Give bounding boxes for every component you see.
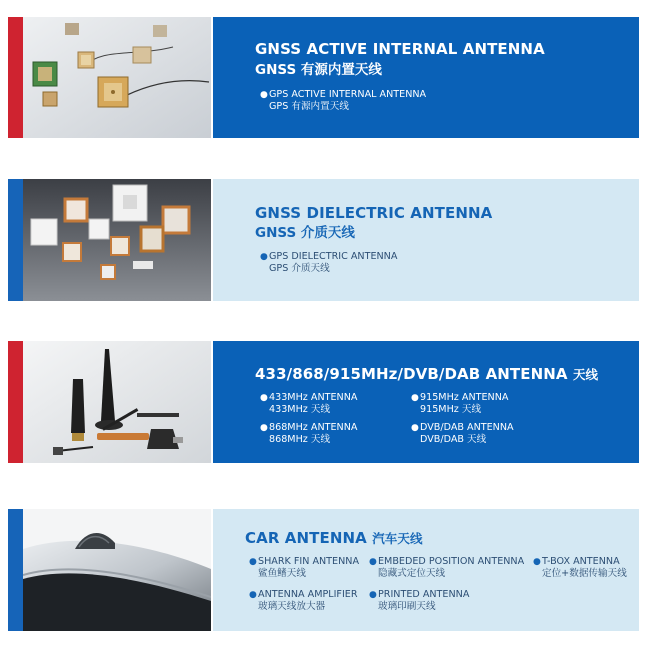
section-rf-antenna: [8, 341, 639, 463]
product-item-en: 868MHz ANTENNA: [269, 422, 358, 433]
section-gnss-active: [8, 17, 639, 138]
product-photo-gnss-dielectric: [23, 179, 211, 301]
product-item: [369, 589, 470, 613]
product-photo-rf-antenna: [23, 341, 211, 463]
section-title-en: GNSS DIELECTRIC ANTENNA: [255, 204, 493, 222]
section-gnss-dielectric: [8, 179, 639, 301]
product-item: [249, 589, 358, 613]
section-panel: [213, 179, 639, 301]
product-item: [260, 251, 398, 275]
section-title-cn: GNSS 介质天线: [255, 225, 355, 241]
product-item: [260, 392, 358, 416]
section-title-cn: GNSS 有源内置天线: [255, 62, 382, 78]
product-photo-car-antenna: [23, 509, 211, 631]
bullet-icon: ●: [249, 557, 257, 567]
product-item-en: DVB/DAB ANTENNA: [420, 422, 514, 433]
bullet-icon: ●: [369, 557, 377, 567]
section-title-en: 433/868/915MHz/DVB/DAB ANTENNA: [255, 365, 568, 383]
product-item: [260, 89, 427, 113]
product-item-en: T-BOX ANTENNA: [542, 556, 620, 567]
product-item-en: GPS ACTIVE INTERNAL ANTENNA: [269, 89, 427, 100]
section-accent-bar: [8, 341, 23, 463]
section-accent-bar: [8, 509, 23, 631]
product-item: [249, 556, 360, 580]
product-item-cn: 868MHz 天线: [269, 434, 331, 445]
product-item-en: ANTENNA AMPLIFIER: [258, 589, 358, 600]
product-item-cn: 隐藏式定位天线: [378, 568, 446, 579]
product-item-en: SHARK FIN ANTENNA: [258, 556, 360, 567]
bullet-icon: ●: [249, 590, 257, 600]
product-item-cn: DVB/DAB 天线: [420, 434, 487, 445]
product-item-en: PRINTED ANTENNA: [378, 589, 470, 600]
product-item-en: EMBEDED POSITION ANTENNA: [378, 556, 525, 567]
section-title: [255, 365, 598, 383]
section-title-suffix: 汽车天线: [372, 531, 423, 546]
section-title: [245, 529, 423, 547]
section-panel: [213, 17, 639, 138]
product-item: [411, 422, 514, 446]
section-accent-bar: [8, 179, 23, 301]
section-panel: [213, 341, 639, 463]
section-panel: [213, 509, 639, 631]
product-item-cn: 玻璃印刷天线: [378, 601, 436, 612]
section-title-en: GNSS ACTIVE INTERNAL ANTENNA: [255, 40, 545, 58]
product-item: [411, 392, 509, 416]
bullet-icon: ●: [411, 393, 419, 403]
bullet-icon: ●: [369, 590, 377, 600]
bullet-icon: ●: [260, 393, 268, 403]
product-item-en: GPS DIELECTRIC ANTENNA: [269, 251, 398, 262]
product-item-cn: GPS 介质天线: [269, 263, 330, 274]
product-item-en: 433MHz ANTENNA: [269, 392, 358, 403]
product-item: [533, 556, 627, 580]
bullet-icon: ●: [411, 423, 419, 433]
bullet-icon: ●: [260, 423, 268, 433]
bullet-icon: ●: [260, 90, 268, 100]
product-item-en: 915MHz ANTENNA: [420, 392, 509, 403]
section-car-antenna: [8, 509, 639, 631]
product-item-cn: GPS 有源内置天线: [269, 101, 349, 112]
product-item-cn: 定位+数据传输天线: [542, 568, 627, 579]
section-title-en: CAR ANTENNA: [245, 529, 367, 547]
product-item-cn: 鲨鱼鳍天线: [258, 568, 306, 579]
product-photo-gnss-active: [23, 17, 211, 138]
section-title-suffix: 天线: [572, 367, 599, 382]
bullet-icon: ●: [260, 252, 268, 262]
section-accent-bar: [8, 17, 23, 138]
product-item-cn: 915MHz 天线: [420, 404, 482, 415]
product-item: [369, 556, 525, 580]
product-item-cn: 433MHz 天线: [269, 404, 331, 415]
product-item: [260, 422, 358, 446]
product-item-cn: 玻璃天线放大器: [258, 601, 326, 612]
bullet-icon: ●: [533, 557, 541, 567]
